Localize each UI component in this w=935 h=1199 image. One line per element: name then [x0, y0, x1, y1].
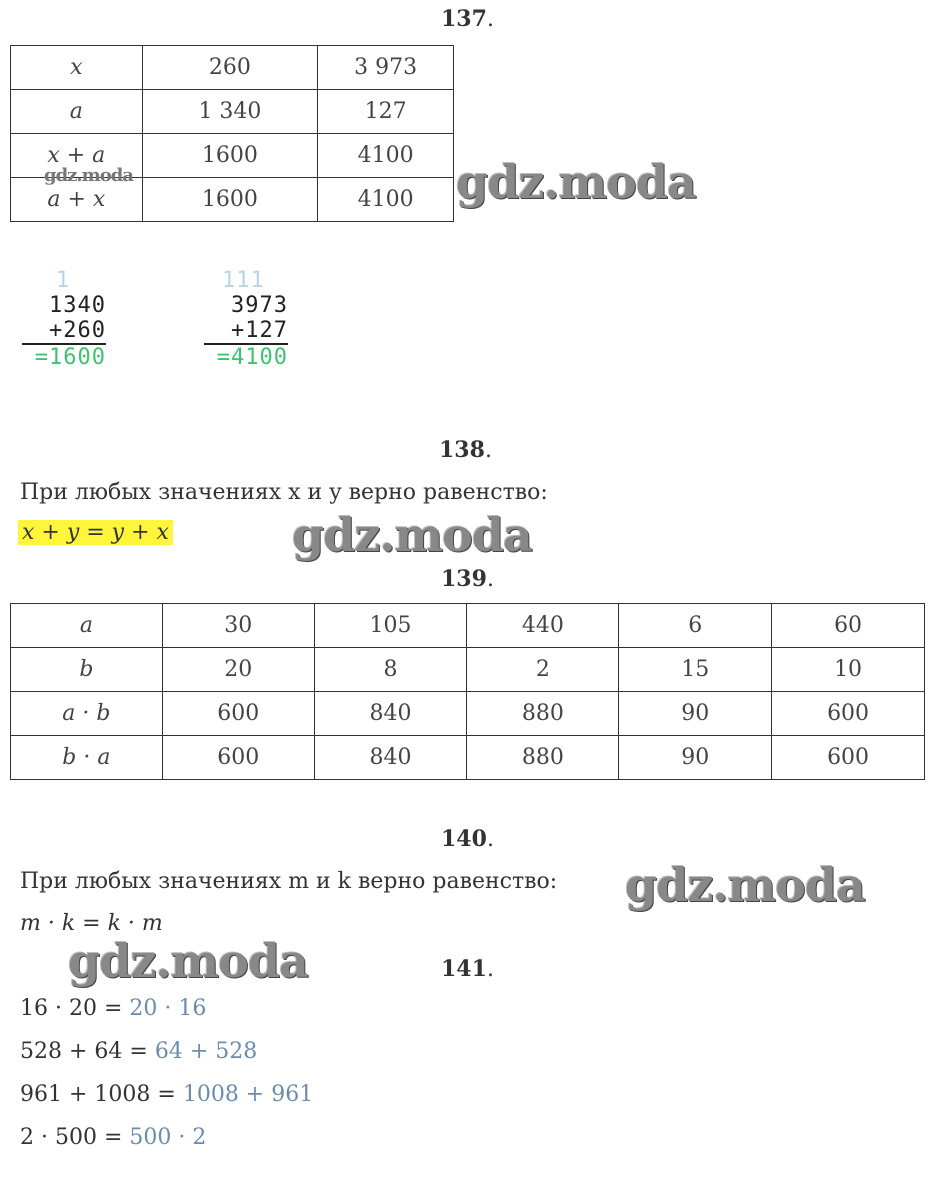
table-cell: 1600 [142, 134, 318, 178]
problem-140-formula: m · k = k · m [20, 911, 163, 936]
watermark: gdz.moda [625, 858, 865, 912]
table-cell: 4100 [318, 134, 454, 178]
problem-138-text: При любых значениях x и y верно равенство: [20, 480, 548, 505]
problem-139-title: 139. [441, 566, 494, 592]
table-cell: 600 [162, 692, 314, 736]
table-137 [10, 45, 454, 222]
table-cell: 600 [772, 692, 925, 736]
problem-140-title: 140. [441, 826, 494, 852]
table-cell: 600 [162, 736, 314, 780]
table-cell: 105 [314, 604, 467, 648]
table-cell: 3 973 [318, 46, 454, 90]
table-row [11, 648, 925, 692]
equation-line: 961 + 1008 = 1008 + 961 [20, 1082, 314, 1107]
table-cell: a [11, 604, 163, 648]
watermark-small: gdz.moda [44, 165, 133, 186]
table-cell: 90 [619, 736, 772, 780]
problem-141-title: 141. [441, 956, 494, 982]
sum: =4100 [204, 343, 288, 370]
table-cell: 840 [314, 692, 467, 736]
table-cell: 440 [467, 604, 619, 648]
table-cell: 10 [772, 648, 925, 692]
table-cell: b · a [11, 736, 163, 780]
table-cell: a · b [11, 692, 163, 736]
table-row [11, 692, 925, 736]
sum: =1600 [22, 343, 106, 370]
table-cell: 20 [162, 648, 314, 692]
problem-138-title: 138. [439, 437, 492, 463]
table-row [11, 90, 454, 134]
problem-140-text: При любых значениях m и k верно равенство: [20, 869, 558, 894]
column-addition-1 [22, 268, 106, 370]
table-cell: 1 340 [142, 90, 318, 134]
addend: +260 [49, 318, 106, 343]
watermark: gdz.moda [456, 155, 696, 209]
table-cell: 880 [467, 736, 619, 780]
table-cell: 15 [619, 648, 772, 692]
table-row [11, 604, 925, 648]
addend: 3973 [231, 293, 288, 318]
equation-line: 2 · 500 = 500 · 2 [20, 1125, 207, 1150]
table-cell: 6 [619, 604, 772, 648]
addend: +127 [231, 318, 288, 343]
table-cell: a [11, 90, 143, 134]
table-cell: 880 [467, 692, 619, 736]
problem-137-title: 137. [441, 6, 494, 32]
table-cell: 600 [772, 736, 925, 780]
table-cell: 60 [772, 604, 925, 648]
table-cell: b [11, 648, 163, 692]
carry-digits: 111 [222, 268, 265, 293]
equation-line: 16 · 20 = 20 · 16 [20, 996, 207, 1021]
table-row [11, 46, 454, 90]
table-cell: x + a [11, 134, 143, 178]
table-cell: 1600 [142, 178, 318, 222]
table-cell: a + x [11, 178, 143, 222]
table-cell: 90 [619, 692, 772, 736]
table-139 [10, 603, 925, 780]
equation-line: 528 + 64 = 64 + 528 [20, 1039, 258, 1064]
table-cell: 840 [314, 736, 467, 780]
column-addition-2 [204, 268, 288, 370]
table-cell: 4100 [318, 178, 454, 222]
table-cell: 8 [314, 648, 467, 692]
watermark: gdz.moda [68, 934, 308, 988]
watermark: gdz.moda [292, 508, 532, 562]
addend: 1340 [49, 293, 106, 318]
table-row [11, 736, 925, 780]
table-cell: 2 [467, 648, 619, 692]
problem-138-formula: x + y = y + x [18, 520, 173, 545]
table-cell: x [11, 46, 143, 90]
table-cell: 127 [318, 90, 454, 134]
carry-digits: 1 [56, 268, 71, 293]
table-cell: 30 [162, 604, 314, 648]
table-cell: 260 [142, 46, 318, 90]
